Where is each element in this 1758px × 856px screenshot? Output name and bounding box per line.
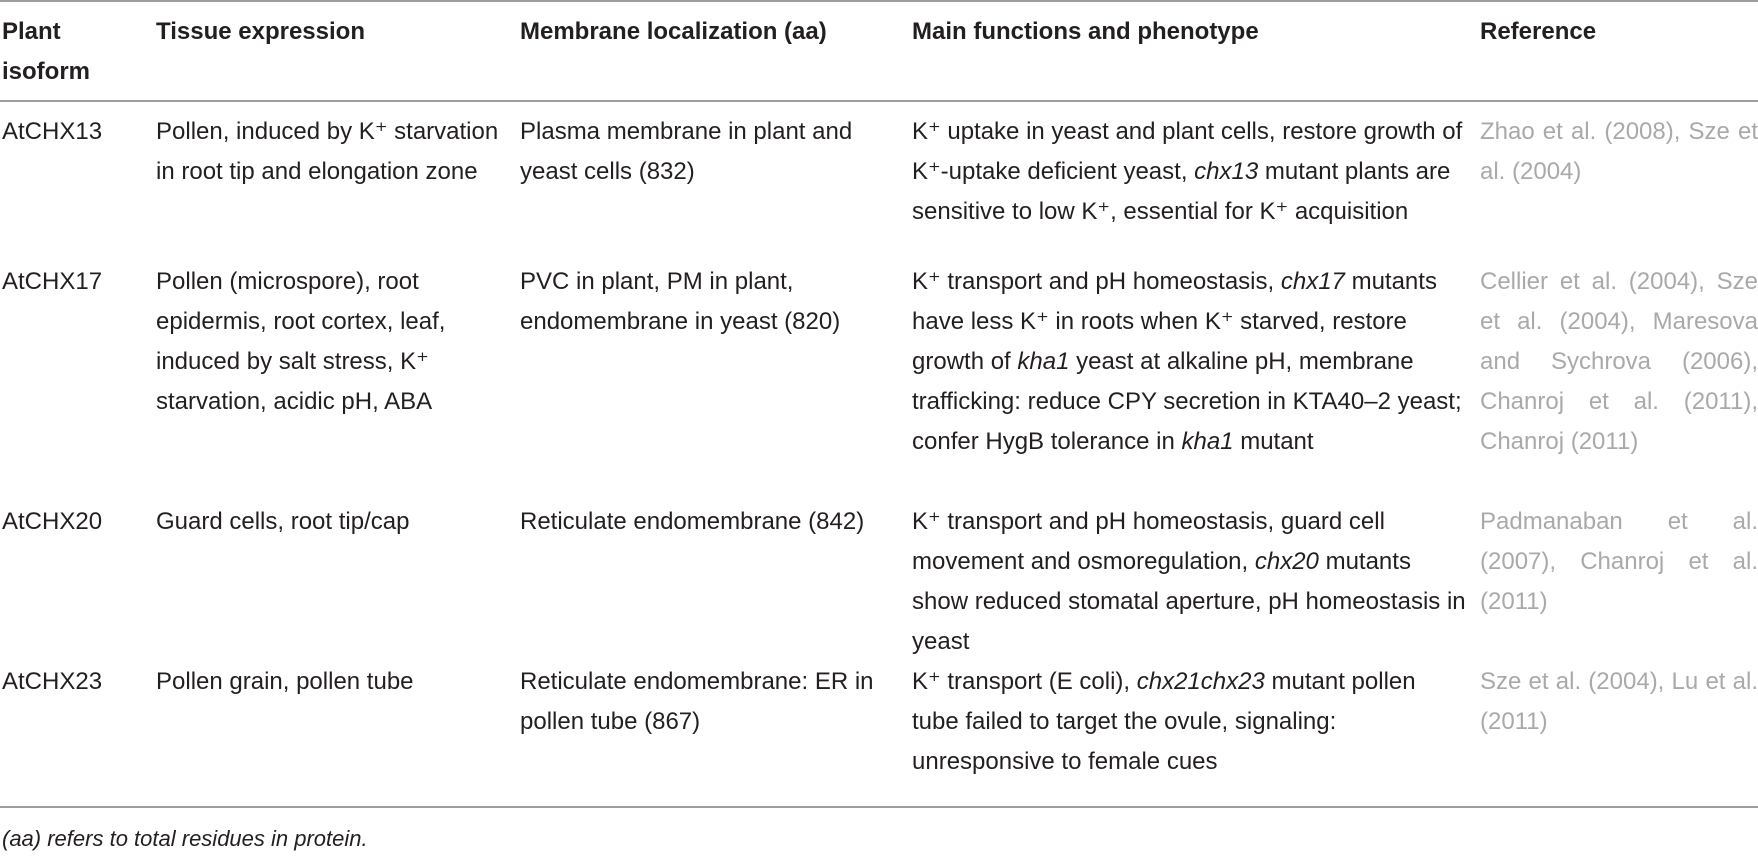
functions-cell: K⁺ transport and pH homeostasis, chx17 mutants have less K⁺ in roots when K⁺ starved, restore growth of kha1 yeast at alkaline pH, membrane trafficking: reduce CPY secretion in KTA40–2 yeast; confer HygB tolerance in kha1 mutant [912, 268, 1462, 455]
header-tissue-expression: Tissue expression [156, 18, 365, 45]
isoform-cell: AtCHX13 [2, 118, 103, 145]
italic-gene-name: chx20 [1254, 548, 1319, 575]
italic-gene-name: chx21chx23 [1136, 668, 1265, 695]
tissue-cell: Pollen (microspore), root epidermis, root cortex, leaf, induced by salt stress, K⁺ starvation, acidic pH, ABA [156, 268, 446, 415]
italic-gene-name: kha1 [1181, 428, 1234, 455]
header-reference: Reference [1480, 18, 1597, 45]
membrane-cell: Reticulate endomembrane: ER in pollen tube (867) [520, 668, 874, 735]
table-row [0, 101, 1758, 262]
italic-gene-name: chx13 [1194, 158, 1259, 185]
tissue-cell: Pollen, induced by K⁺ starvation in root tip and elongation zone [156, 118, 499, 185]
italic-gene-name: chx17 [1280, 268, 1345, 295]
reference-cell: Cellier et al. (2004), Sze et al. (2004), Maresova and Sychrova (2006), Chanroj et al. (2011), Chanroj (2011) [1480, 268, 1758, 455]
table-header-row [0, 2, 1758, 101]
isoform-cell: AtCHX20 [2, 508, 103, 535]
header-plant-isoform: Plant isoform [2, 18, 91, 85]
table-row [0, 502, 1758, 662]
membrane-cell: Plasma membrane in plant and yeast cells (832) [520, 118, 853, 185]
table-footnote: (aa) refers to total residues in protein. [2, 826, 368, 851]
table-row [0, 262, 1758, 502]
isoform-table [0, 2, 1758, 790]
functions-cell: K⁺ transport (E coli), chx21chx23 mutant pollen tube failed to target the ovule, signaling: unresponsive to female cues [912, 668, 1416, 775]
reference-cell: Zhao et al. (2008), Sze et al. (2004) [1480, 118, 1758, 185]
italic-gene-name: kha1 [1017, 348, 1070, 375]
tissue-cell: Guard cells, root tip/cap [156, 508, 410, 535]
table-row [0, 662, 1758, 790]
table-bottom-rule [0, 806, 1758, 808]
tissue-cell: Pollen grain, pollen tube [156, 668, 414, 695]
reference-cell: Sze et al. (2004), Lu et al. (2011) [1480, 668, 1758, 735]
isoform-cell: AtCHX23 [2, 668, 103, 695]
membrane-cell: PVC in plant, PM in plant, endomembrane in yeast (820) [520, 268, 841, 335]
membrane-cell: Reticulate endomembrane (842) [520, 508, 865, 535]
header-main-functions: Main functions and phenotype [912, 18, 1259, 45]
reference-cell: Padmanaban et al. (2007), Chanroj et al. (2011) [1480, 508, 1758, 615]
isoform-cell: AtCHX17 [2, 268, 103, 295]
functions-cell: K⁺ transport and pH homeostasis, guard cell movement and osmoregulation, chx20 mutants show reduced stomatal aperture, pH homeostasis in yeast [912, 508, 1466, 655]
functions-cell: K⁺ uptake in yeast and plant cells, restore growth of K⁺-uptake deficient yeast, chx13 mutant plants are sensitive to low K⁺, essential for K⁺ acquisition [912, 118, 1463, 225]
header-membrane-localization: Membrane localization (aa) [520, 18, 827, 45]
